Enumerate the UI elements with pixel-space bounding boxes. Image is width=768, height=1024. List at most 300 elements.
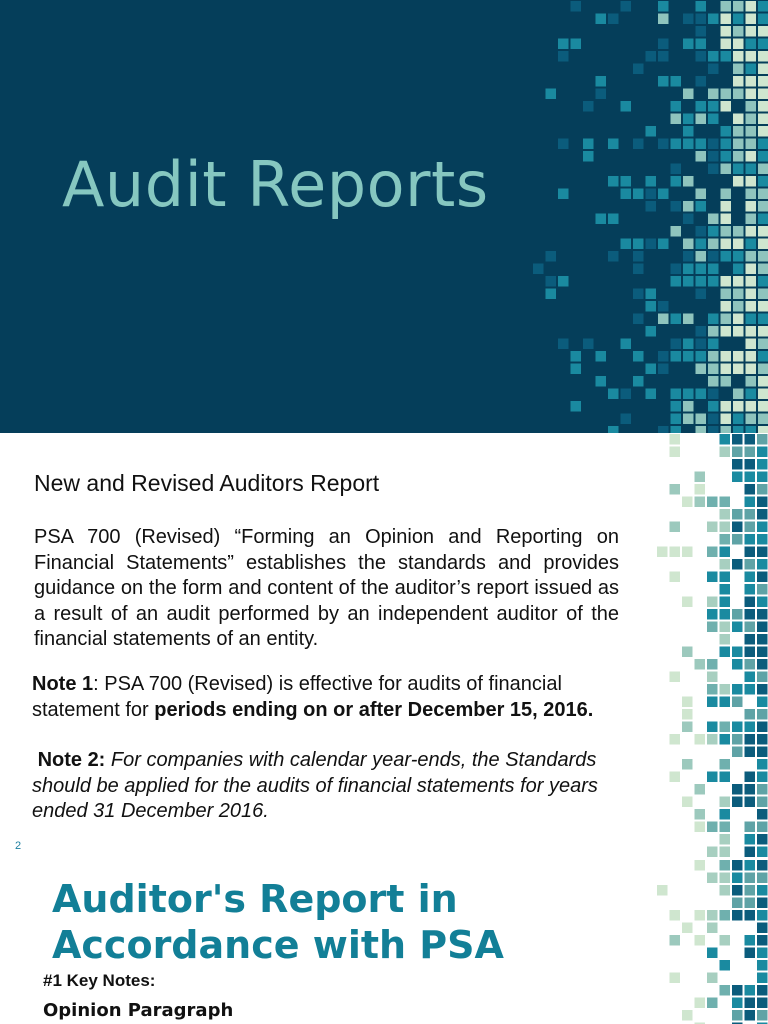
mosaic-tile xyxy=(732,747,743,758)
mosaic-tile xyxy=(745,784,756,795)
mosaic-tile xyxy=(721,1,732,12)
mosaic-tile xyxy=(732,797,743,808)
mosaic-tile xyxy=(745,609,756,620)
note-1-emphasis: periods ending on or after December 15, 2016. xyxy=(154,698,594,721)
mosaic-tile xyxy=(683,176,694,187)
mosaic-tile xyxy=(708,226,719,237)
mosaic-tile xyxy=(707,572,718,583)
mosaic-tile xyxy=(746,176,757,187)
mosaic-tile xyxy=(707,822,718,833)
mosaic-tile xyxy=(696,351,707,362)
mosaic-tile xyxy=(745,572,756,583)
mosaic-tile xyxy=(720,847,731,858)
mosaic-tile xyxy=(671,389,682,400)
mosaic-tile xyxy=(758,239,768,250)
mosaic-tile xyxy=(658,189,669,200)
mosaic-tile xyxy=(707,684,718,695)
mosaic-tile xyxy=(708,326,719,337)
mosaic-tile xyxy=(558,189,569,200)
mosaic-tile xyxy=(707,948,718,959)
mosaic-tile xyxy=(571,351,582,362)
mosaic-tile xyxy=(707,734,718,745)
mosaic-tile xyxy=(758,289,768,300)
mosaic-tile xyxy=(720,572,731,583)
mosaic-tile xyxy=(646,201,657,212)
mosaic-tile xyxy=(758,126,768,137)
mosaic-tile xyxy=(746,126,757,137)
mosaic-tile xyxy=(757,597,768,608)
mosaic-tile xyxy=(633,189,644,200)
mosaic-tile xyxy=(720,822,731,833)
mosaic-tile xyxy=(633,376,644,387)
mosaic-tile xyxy=(683,314,694,325)
mosaic-tile xyxy=(758,214,768,225)
mosaic-tile xyxy=(696,339,707,350)
mosaic-tile xyxy=(621,339,632,350)
mosaic-tile xyxy=(746,26,757,37)
mosaic-tile xyxy=(721,251,732,262)
mosaic-tile xyxy=(720,522,731,533)
mosaic-tile xyxy=(732,522,743,533)
mosaic-tile xyxy=(695,497,706,508)
mosaic-tile xyxy=(746,339,757,350)
mosaic-tile xyxy=(758,1,768,12)
mosaic-tile xyxy=(596,351,607,362)
mosaic-tile xyxy=(658,301,669,312)
mosaic-tile xyxy=(608,389,619,400)
mosaic-tile xyxy=(745,434,756,445)
subheading: Opinion Paragraph xyxy=(43,1000,234,1021)
mosaic-tile xyxy=(757,509,768,520)
title-slide xyxy=(0,0,768,433)
mosaic-tile xyxy=(708,414,719,425)
mosaic-tile xyxy=(746,251,757,262)
mosaic-tile xyxy=(707,672,718,683)
mosaic-tile xyxy=(671,276,682,287)
mosaic-tile xyxy=(746,239,757,250)
mosaic-tile xyxy=(682,1010,693,1021)
mosaic-tile xyxy=(633,264,644,275)
mosaic-tile xyxy=(721,239,732,250)
mosaic-tile xyxy=(571,39,582,50)
mosaic-tile xyxy=(745,459,756,470)
mosaic-tile xyxy=(670,547,681,558)
mosaic-tile xyxy=(757,672,768,683)
mosaic-tile xyxy=(608,14,619,25)
mosaic-tile xyxy=(720,509,731,520)
mosaic-tile xyxy=(758,226,768,237)
mosaic-tile xyxy=(646,189,657,200)
mosaic-tile xyxy=(758,64,768,75)
mosaic-tile xyxy=(621,189,632,200)
note-1 xyxy=(32,672,642,723)
mosaic-tile xyxy=(733,301,744,312)
mosaic-tile xyxy=(682,697,693,708)
mosaic-tile xyxy=(757,834,768,845)
mosaic-tile xyxy=(720,985,731,996)
mosaic-tile xyxy=(721,26,732,37)
mosaic-tile xyxy=(757,572,768,583)
mosaic-tile xyxy=(732,860,743,871)
mosaic-tile xyxy=(696,251,707,262)
mosaic-tile xyxy=(695,484,706,495)
mosaic-tile xyxy=(745,647,756,658)
mosaic-tile xyxy=(707,722,718,733)
mosaic-tile xyxy=(720,885,731,896)
mosaic-tile xyxy=(646,301,657,312)
mosaic-tile xyxy=(696,114,707,125)
mosaic-tile xyxy=(720,834,731,845)
mosaic-tile xyxy=(696,426,707,433)
mosaic-tile xyxy=(733,351,744,362)
mosaic-tile xyxy=(707,622,718,633)
mosaic-tile xyxy=(683,251,694,262)
mosaic-tile xyxy=(633,64,644,75)
mosaic-tile xyxy=(683,39,694,50)
mosaic-tile xyxy=(671,139,682,150)
mosaic-tile xyxy=(746,389,757,400)
mosaic-tile xyxy=(733,401,744,412)
mosaic-tile xyxy=(757,534,768,545)
mosaic-tile xyxy=(745,684,756,695)
mosaic-tile xyxy=(733,151,744,162)
mosaic-tile xyxy=(707,497,718,508)
mosaic-tile xyxy=(733,126,744,137)
mosaic-tile xyxy=(720,609,731,620)
mosaic-tile xyxy=(746,276,757,287)
mosaic-tile xyxy=(720,559,731,570)
mosaic-tile xyxy=(758,276,768,287)
mosaic-tile xyxy=(696,226,707,237)
mosaic-tile xyxy=(746,314,757,325)
mosaic-tile xyxy=(758,151,768,162)
mosaic-tile xyxy=(746,301,757,312)
mosaic-tile xyxy=(757,434,768,445)
mosaic-tile xyxy=(657,885,668,896)
mosaic-tile xyxy=(757,734,768,745)
mosaic-tile xyxy=(733,26,744,37)
mosaic-tile xyxy=(571,401,582,412)
mosaic-tile xyxy=(720,809,731,820)
mosaic-tile xyxy=(696,151,707,162)
mosaic-tile xyxy=(732,684,743,695)
mosaic-tile xyxy=(696,364,707,375)
mosaic-tile xyxy=(633,239,644,250)
mosaic-tile xyxy=(746,76,757,87)
mosaic-tile xyxy=(707,910,718,921)
mosaic-tile xyxy=(696,51,707,62)
mosaic-tile xyxy=(596,14,607,25)
mosaic-tile xyxy=(745,898,756,909)
mosaic-tile xyxy=(720,447,731,458)
mosaic-tile xyxy=(621,239,632,250)
mosaic-tile xyxy=(670,522,681,533)
mosaic-tile xyxy=(708,314,719,325)
mosaic-tile xyxy=(758,51,768,62)
mosaic-tile xyxy=(696,101,707,112)
mosaic-tile xyxy=(758,176,768,187)
mosaic-tile xyxy=(546,251,557,262)
mosaic-tile xyxy=(658,139,669,150)
note-1-text: : PSA 700 (Revised) is effective for audits of financial statement for xyxy=(32,673,562,721)
mosaic-tile xyxy=(758,414,768,425)
mosaic-tile xyxy=(707,923,718,934)
mosaic-tile xyxy=(671,426,682,433)
mosaic-tile xyxy=(745,497,756,508)
mosaic-tile xyxy=(746,289,757,300)
mosaic-tile xyxy=(646,326,657,337)
mosaic-tile xyxy=(546,289,557,300)
mosaic-tile xyxy=(732,559,743,570)
mosaic-tile xyxy=(757,985,768,996)
mosaic-tile xyxy=(745,472,756,483)
mosaic-tile xyxy=(721,151,732,162)
mosaic-tile xyxy=(695,784,706,795)
mosaic-tile xyxy=(746,151,757,162)
mosaic-tile xyxy=(720,597,731,608)
mosaic-tile xyxy=(657,547,668,558)
mosaic-tile xyxy=(671,114,682,125)
mosaic-tile xyxy=(695,860,706,871)
mosaic-tile xyxy=(696,414,707,425)
mosaic-tile xyxy=(720,584,731,595)
mosaic-tile xyxy=(757,722,768,733)
mosaic-tile xyxy=(707,659,718,670)
mosaic-tile xyxy=(757,809,768,820)
mosaic-tile xyxy=(757,935,768,946)
mosaic-tile xyxy=(733,114,744,125)
mosaic-tile xyxy=(646,364,657,375)
mosaic-tile xyxy=(757,822,768,833)
mosaic-tile xyxy=(658,314,669,325)
mosaic-tile xyxy=(721,364,732,375)
mosaic-tile xyxy=(746,401,757,412)
mosaic-tile xyxy=(683,414,694,425)
mosaic-tile xyxy=(720,860,731,871)
mosaic-tile xyxy=(682,709,693,720)
mosaic-tile xyxy=(733,276,744,287)
mosaic-tile xyxy=(671,264,682,275)
mosaic-tile xyxy=(758,201,768,212)
mosaic-tile xyxy=(708,376,719,387)
mosaic-tile xyxy=(683,14,694,25)
mosaic-tile xyxy=(695,734,706,745)
mosaic-tile xyxy=(720,960,731,971)
mosaic-tile xyxy=(746,139,757,150)
mosaic-tile xyxy=(746,89,757,100)
mosaic-tile xyxy=(683,126,694,137)
mosaic-tile xyxy=(558,339,569,350)
slide-heading: New and Revised Auditors Report xyxy=(34,470,380,496)
mosaic-tile xyxy=(732,647,743,658)
mosaic-tile xyxy=(670,484,681,495)
mosaic-tile xyxy=(746,39,757,50)
mosaic-tile xyxy=(683,339,694,350)
mosaic-tile xyxy=(745,659,756,670)
mosaic-tile xyxy=(757,910,768,921)
mosaic-tile xyxy=(758,139,768,150)
section-title-line-1: Auditor's Report in xyxy=(52,877,458,921)
mosaic-tile xyxy=(696,76,707,87)
page-number: 2 xyxy=(15,840,22,852)
mosaic-tile xyxy=(745,747,756,758)
mosaic-tile xyxy=(696,139,707,150)
mosaic-tile xyxy=(757,797,768,808)
mosaic-tile xyxy=(733,64,744,75)
mosaic-tile xyxy=(757,484,768,495)
mosaic-tile xyxy=(707,973,718,984)
mosaic-tile xyxy=(757,759,768,770)
mosaic-tile xyxy=(671,201,682,212)
mosaic-tile xyxy=(757,885,768,896)
mosaic-tile xyxy=(733,264,744,275)
mosaic-tile xyxy=(745,622,756,633)
mosaic-tile xyxy=(733,89,744,100)
mosaic-tile xyxy=(671,76,682,87)
mosaic-tile xyxy=(696,1,707,12)
mosaic-tile xyxy=(733,1,744,12)
mosaic-tile xyxy=(745,772,756,783)
mosaic-tile xyxy=(583,151,594,162)
mosaic-tile xyxy=(721,126,732,137)
mosaic-tile xyxy=(646,389,657,400)
mosaic-tile xyxy=(720,697,731,708)
mosaic-tile xyxy=(746,101,757,112)
mosaic-tile xyxy=(708,114,719,125)
mosaic-tile xyxy=(745,998,756,1009)
key-notes-label: #1 Key Notes: xyxy=(43,971,156,990)
mosaic-tile xyxy=(745,847,756,858)
mosaic-tile xyxy=(608,426,619,433)
mosaic-tile xyxy=(596,89,607,100)
mosaic-tile xyxy=(621,414,632,425)
section-slide xyxy=(0,859,768,1024)
mosaic-tile xyxy=(708,101,719,112)
note-2 xyxy=(32,748,642,825)
mosaic-tile xyxy=(683,139,694,150)
mosaic-tile xyxy=(571,364,582,375)
mosaic-tile xyxy=(708,276,719,287)
mosaic-tile xyxy=(757,784,768,795)
mosaic-tile xyxy=(721,289,732,300)
mosaic-tile xyxy=(757,1010,768,1021)
mosaic-tile xyxy=(683,239,694,250)
mosaic-tile xyxy=(758,26,768,37)
mosaic-tile xyxy=(670,572,681,583)
mosaic-tile xyxy=(757,847,768,858)
mosaic-tile xyxy=(695,935,706,946)
mosaic-tile xyxy=(746,264,757,275)
mosaic-tile xyxy=(758,364,768,375)
mosaic-tile xyxy=(695,472,706,483)
mosaic-tile xyxy=(733,414,744,425)
mosaic-tile xyxy=(658,239,669,250)
mosaic-tile xyxy=(608,139,619,150)
mosaic-tile xyxy=(633,314,644,325)
mosaic-tile xyxy=(733,51,744,62)
mosaic-tile xyxy=(733,289,744,300)
mosaic-tile xyxy=(708,364,719,375)
mosaic-tile xyxy=(683,264,694,275)
mosaic-tile xyxy=(757,772,768,783)
mosaic-tile xyxy=(732,784,743,795)
mosaic-tile xyxy=(720,873,731,884)
mosaic-tile xyxy=(558,276,569,287)
mosaic-tile xyxy=(745,860,756,871)
mosaic-tile xyxy=(720,935,731,946)
mosaic-tile xyxy=(721,376,732,387)
mosaic-tile xyxy=(658,76,669,87)
mosaic-tile xyxy=(696,14,707,25)
mosaic-tile xyxy=(608,251,619,262)
mosaic-tile xyxy=(732,885,743,896)
mosaic-tile xyxy=(708,151,719,162)
mosaic-tile xyxy=(695,910,706,921)
mosaic-tile xyxy=(720,759,731,770)
mosaic-tile xyxy=(733,251,744,262)
mosaic-tile xyxy=(757,923,768,934)
mosaic-tile xyxy=(720,534,731,545)
mosaic-tile xyxy=(670,973,681,984)
mosaic-tile xyxy=(757,647,768,658)
mosaic-tile xyxy=(745,935,756,946)
mosaic-tile xyxy=(708,251,719,262)
mosaic-tile xyxy=(558,39,569,50)
mosaic-tile xyxy=(757,898,768,909)
mosaic-tile xyxy=(757,873,768,884)
mosaic-tile xyxy=(732,1010,743,1021)
mosaic-tile xyxy=(746,51,757,62)
mosaic-tile xyxy=(721,414,732,425)
mosaic-tile xyxy=(720,434,731,445)
mosaic-tile xyxy=(745,484,756,495)
mosaic-tile xyxy=(646,289,657,300)
mosaic-tile xyxy=(720,647,731,658)
mosaic-tile xyxy=(757,472,768,483)
mosaic-tile xyxy=(682,797,693,808)
mosaic-tile xyxy=(745,709,756,720)
mosaic-tile xyxy=(683,214,694,225)
mosaic-tile xyxy=(732,447,743,458)
mosaic-tile xyxy=(596,76,607,87)
mosaic-tile xyxy=(721,276,732,287)
mosaic-tile xyxy=(721,201,732,212)
mosaic-tile xyxy=(732,434,743,445)
mosaic-tile xyxy=(757,522,768,533)
mosaic-tile xyxy=(707,522,718,533)
mosaic-tile xyxy=(721,226,732,237)
mosaic-tile xyxy=(733,426,744,433)
mosaic-tile xyxy=(721,214,732,225)
mosaic-tile xyxy=(707,873,718,884)
mosaic-tile xyxy=(745,584,756,595)
mosaic-tile xyxy=(732,459,743,470)
mosaic-tile xyxy=(732,659,743,670)
section-title xyxy=(52,876,504,968)
mosaic-tile xyxy=(745,447,756,458)
mosaic-tile xyxy=(721,14,732,25)
mosaic-tile xyxy=(571,1,582,12)
mosaic-tile xyxy=(721,164,732,175)
slide-title: Audit Reports xyxy=(62,148,489,221)
mosaic-tile xyxy=(758,401,768,412)
mosaic-tile xyxy=(745,547,756,558)
mosaic-tile xyxy=(746,14,757,25)
mosaic-tile xyxy=(721,89,732,100)
body-paragraph: PSA 700 (Revised) “Forming an Opinion and Reporting on Financial Statements” establishes the standards and provides guidance on the form and content of the auditor’s report issued as a result of an audit performed by an independent auditor of the financial statements of an entity. xyxy=(34,526,619,650)
mosaic-tile xyxy=(721,426,732,433)
mosaic-tile xyxy=(708,214,719,225)
